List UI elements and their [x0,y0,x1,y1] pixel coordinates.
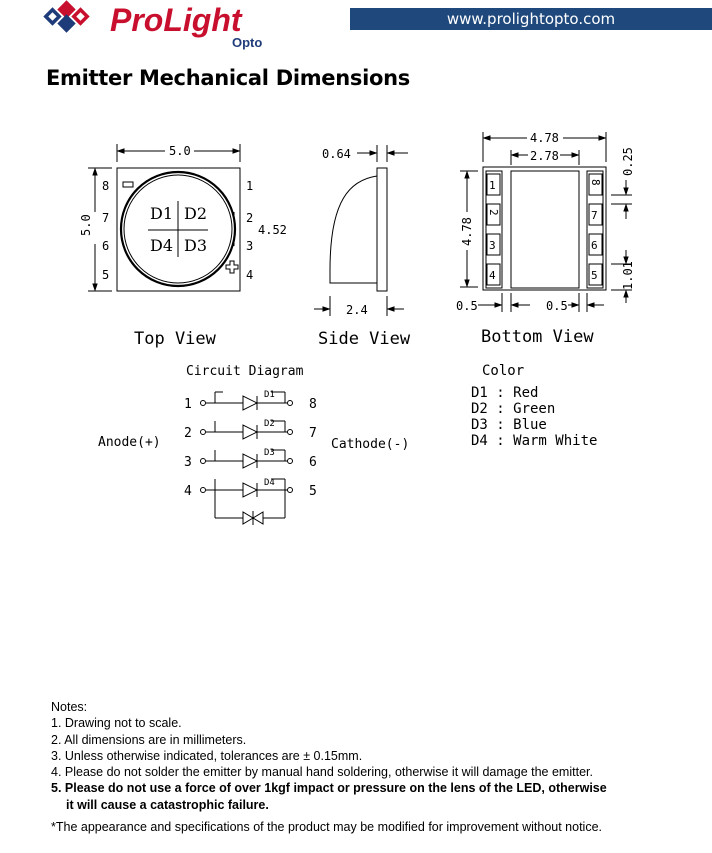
circuit-row-1 [201,392,293,410]
brand-sub: Opto [232,35,263,50]
circuit-diagram [201,392,293,525]
bottom-gap-right: 0.5 [546,299,568,313]
pad-3: 3 [489,239,496,252]
pad-5: 5 [591,269,598,282]
color-title: Color [482,363,525,379]
disclaimer: *The appearance and specifications of the product may be modified for improvement without notice. [51,820,603,834]
die-d2: D2 [184,204,208,223]
circuit-pin-5: 5 [309,484,317,499]
side-view [314,145,408,316]
pad-1: 1 [489,179,496,192]
circuit-anode: Anode(+) [98,435,161,450]
top-pin-5: 5 [102,268,110,282]
color-d2: D2 : Green [471,401,556,417]
color-legend [471,363,597,449]
circuit-pin-6: 6 [309,455,317,470]
top-pin-2: 2 [246,211,254,225]
circuit-title: Circuit Diagram [186,364,304,379]
color-d4: D4 : Warm White [471,433,598,449]
note-5: 5. Please do not use a force of over 1kgf impact or pressure on the lens of the LED, otherwise [51,781,607,796]
top-pin-4: 4 [246,268,254,282]
bottom-view-caption: Bottom View [481,327,594,347]
top-view-caption: Top View [134,329,216,349]
pad-2: 2 [487,209,500,216]
note-4: 4. Please do not solder the emitter by manual hand soldering, otherwise it will damage the emitter. [51,765,593,780]
side-thickness-dim: 0.64 [322,147,351,161]
color-d3: D3 : Blue [471,417,547,433]
side-height-dim: 2.4 [346,303,368,317]
top-pin-1: 1 [246,179,254,193]
bottom-gap-left: 0.5 [456,299,478,313]
bottom-pad-width-dim: 2.78 [530,149,559,163]
die-d4: D4 [150,236,174,255]
circuit-pin-7: 7 [309,426,317,441]
circuit-row-3 [201,450,293,468]
notes-heading: Notes: [51,700,88,714]
circuit-d1: D1 [264,390,275,400]
top-height-dim: 5.0 [79,214,93,236]
bottom-width-dim: 4.78 [530,131,559,145]
notes [51,699,607,813]
note-5-cont: it will cause a catastrophic failure. [66,797,269,812]
bottom-edge-dim-top: 0.25 [621,147,635,176]
lens-dim: 4.52 [258,223,287,237]
note-2: 2. All dimensions are in millimeters. [51,732,247,747]
top-pin-8: 8 [102,179,110,193]
circuit-pin-3: 3 [184,455,192,470]
circuit-d2: D2 [264,419,275,429]
note-1: 1. Drawing not to scale. [51,716,182,731]
pad-4: 4 [489,269,496,282]
page-title: Emitter Mechanical Dimensions [46,66,410,90]
circuit-pin-2: 2 [184,426,192,441]
top-width-dim: 5.0 [169,144,191,158]
circuit-cathode: Cathode(-) [331,437,410,452]
website-bar[interactable]: www.prolightopto.com [350,8,712,30]
pad-8: 8 [589,179,602,186]
circuit-d4: D4 [264,478,275,488]
top-pin-7: 7 [102,211,110,225]
circuit-pin-8: 8 [309,397,317,412]
die-d1: D1 [150,204,174,223]
circuit-row-2 [201,421,293,439]
bottom-height-dim: 4.78 [460,217,474,246]
brand-name: ProLight [110,2,242,38]
die-d3: D3 [184,236,208,255]
pad-6: 6 [591,239,598,252]
circuit-pin-1: 1 [184,397,192,412]
pad-7: 7 [591,209,598,222]
circuit-d3: D3 [264,448,275,458]
circuit-pin-4: 4 [184,484,192,499]
top-pin-6: 6 [102,239,110,253]
note-3: 3. Unless otherwise indicated, tolerances are ± 0.15mm. [51,748,363,763]
side-view-caption: Side View [318,329,411,349]
bottom-edge-dim-right: 1.01 [621,261,635,290]
color-d1: D1 : Red [471,385,539,401]
circuit-row-4 [201,479,293,525]
top-pin-3: 3 [246,239,254,253]
